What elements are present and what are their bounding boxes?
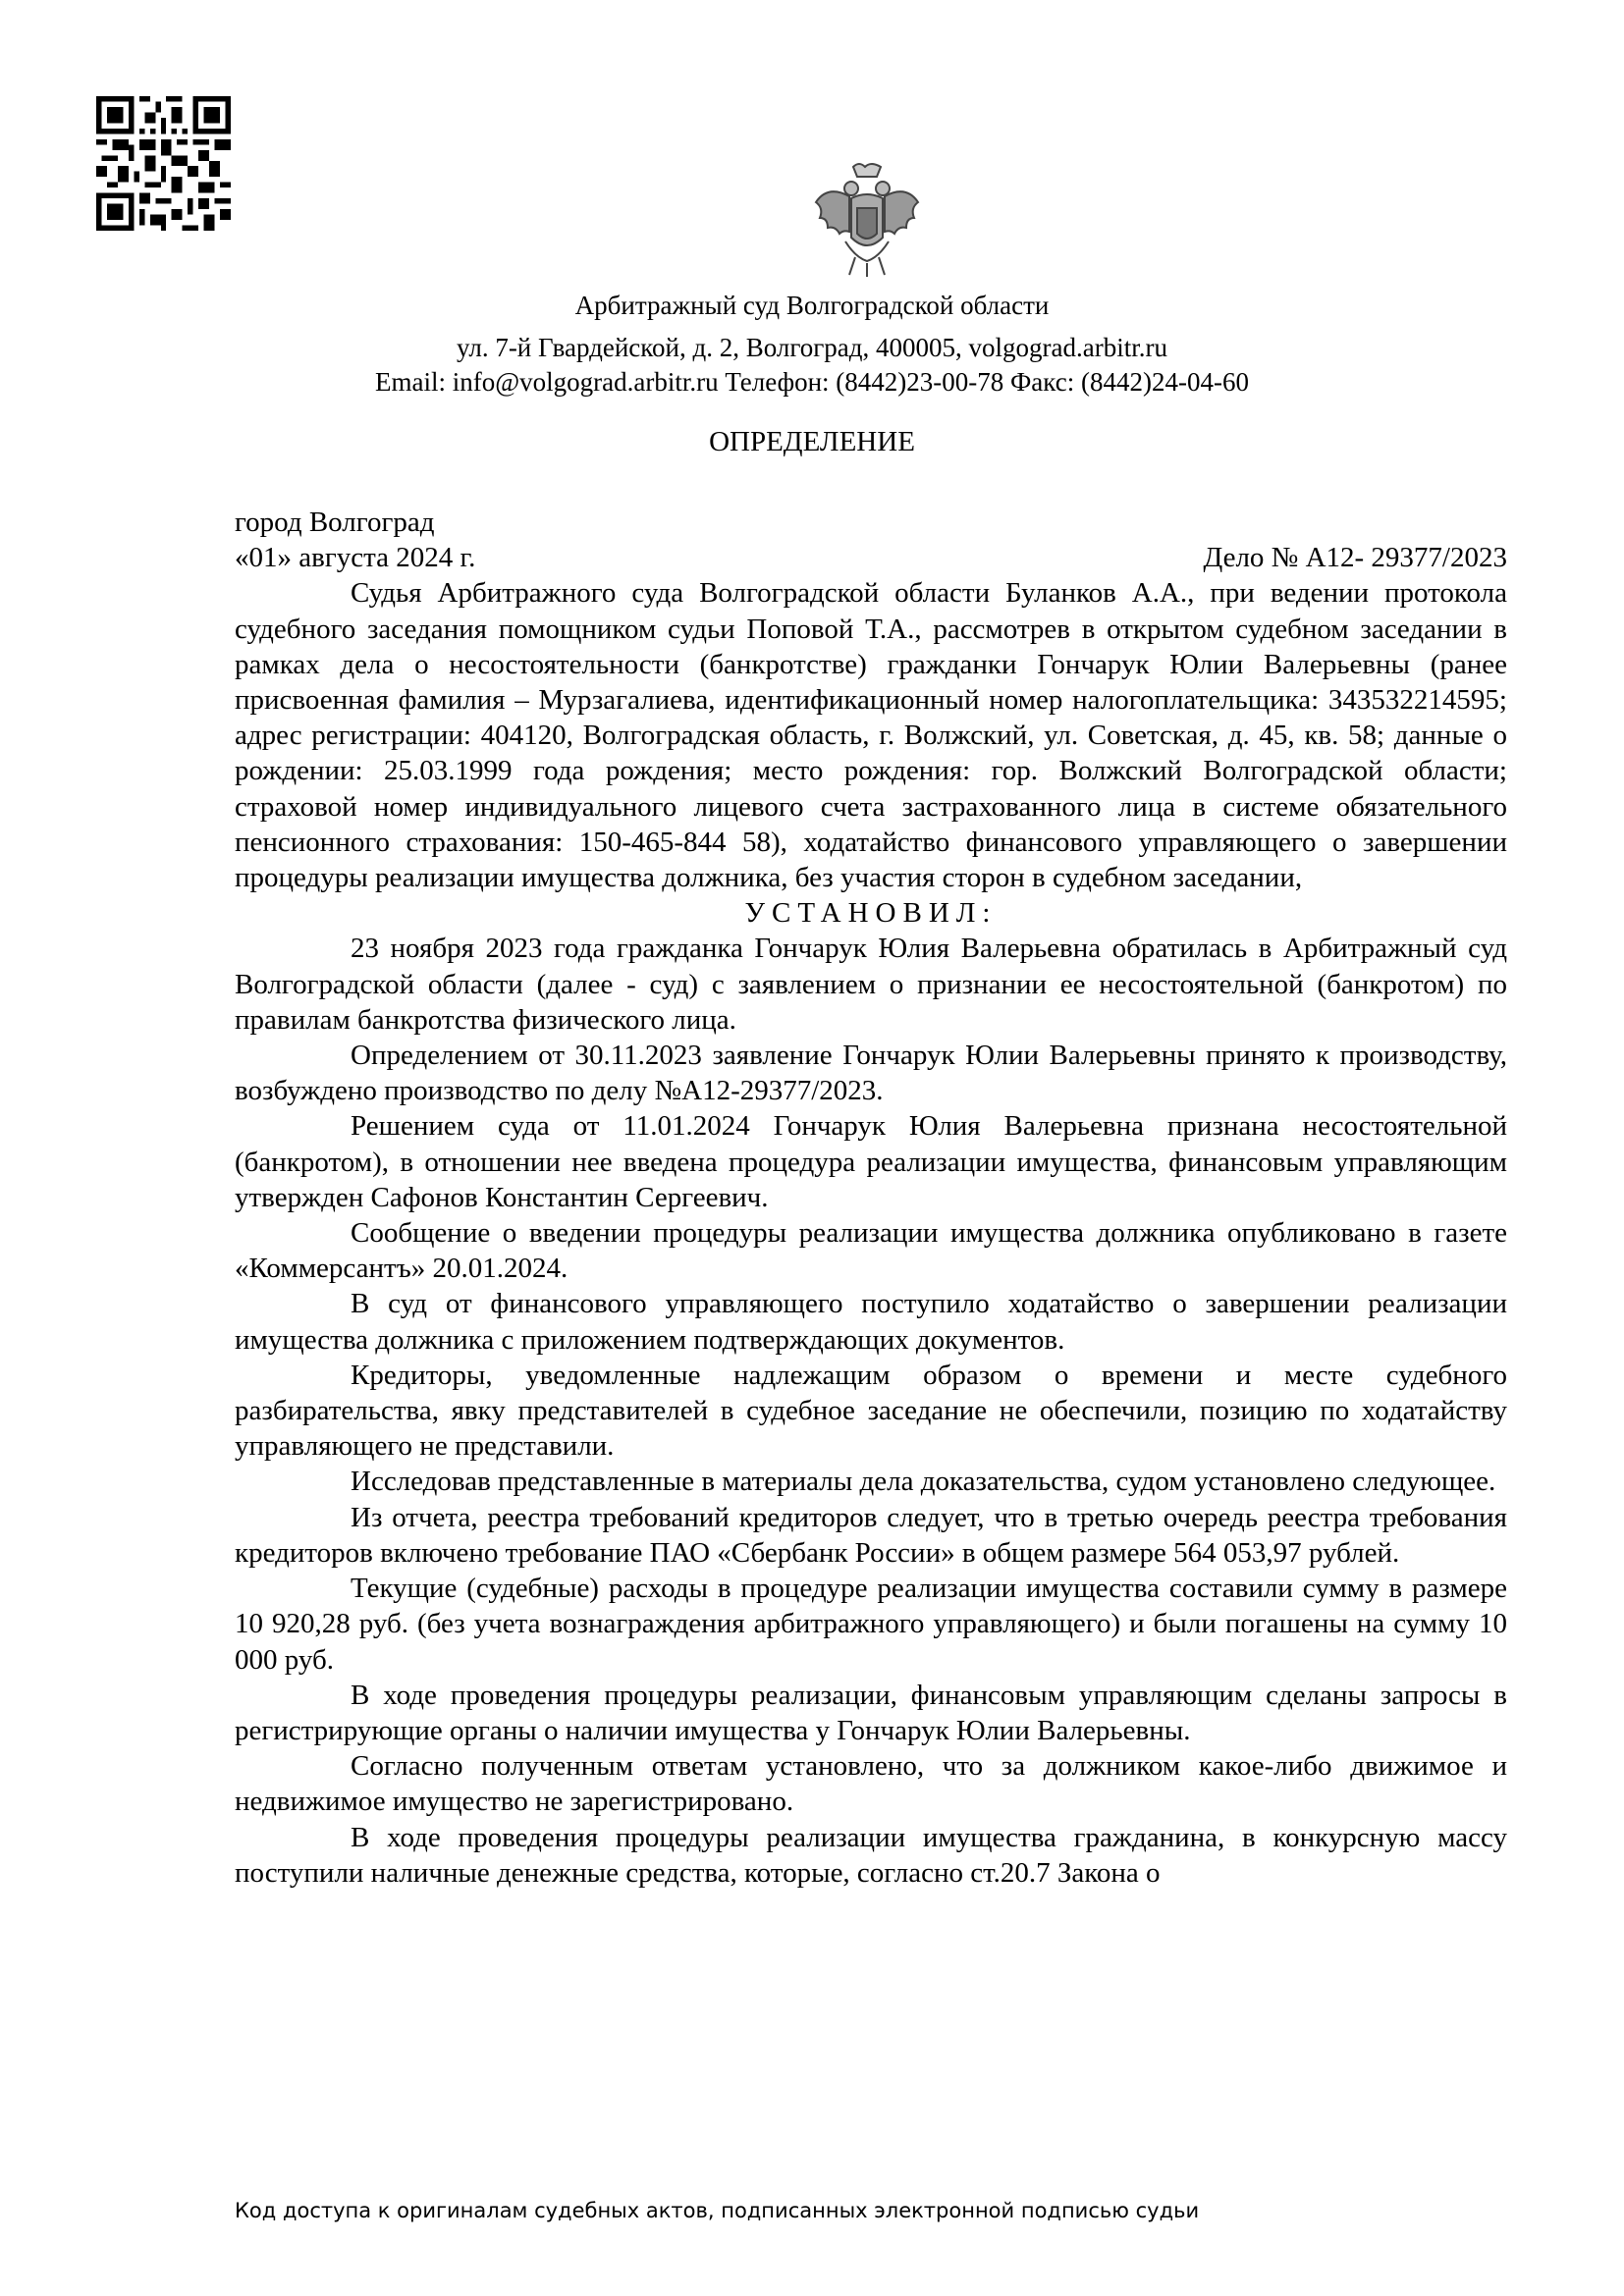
paragraph: Определением от 30.11.2023 заявление Гончарук Юлии Валерьевны принято к производству, возбуждено производство по делу №А12-29377/2023. xyxy=(235,1040,1507,1107)
footer-note: Код доступа к оригиналам судебных актов, подписанных электронной подписью судьи xyxy=(235,2199,1200,2222)
paragraph: В ходе проведения процедуры реализации имущества гражданина, в конкурсную массу поступили наличные денежные средства, которые, согласно ст.20.7 Закона о xyxy=(235,1821,1507,1889)
document-title: ОПРЕДЕЛЕНИЕ xyxy=(709,426,915,457)
paragraph: Текущие (судебные) расходы в процедуре реализации имущества составили сумму в размере 10 920,28 руб. (без учета вознаграждения арбитражного управляющего) и были погашены на сумму 10 000 руб. xyxy=(235,1573,1507,1676)
paragraph: Решением суда от 11.01.2024 Гончарук Юлия Валерьевна признана несостоятельной (банкротом), в отношении нее введена процедура реализации имущества, финансовым управляющим утвержден Сафонов Константин Сергеевич. xyxy=(235,1110,1507,1213)
paragraph: Согласно полученным ответам установлено, что за должником какое-либо движимое и недвижимое имущество не зарегистрировано. xyxy=(235,1750,1507,1818)
city: город Волгоград xyxy=(235,507,435,538)
paragraph: Из отчета, реестра требований кредиторов следует, что в третью очередь реестра требования кредиторов включено требование ПАО «Сбербанк России» в общем размере 564 053,97 рублей. xyxy=(235,1501,1507,1569)
paragraph: Сообщение о введении процедуры реализации имущества должника опубликовано в газете «Коммерсантъ» 20.01.2024. xyxy=(235,1217,1507,1285)
document-date: «01» августа 2024 г. xyxy=(235,542,476,574)
paragraph: В суд от финансового управляющего поступило ходатайство о завершении реализации имущества должника с приложением подтверждающих документов. xyxy=(235,1288,1507,1356)
court-contacts: Email: info@volgograd.arbitr.ru Телефон: (8442)23-00-78 Факс: (8442)24-04-60 xyxy=(375,367,1249,397)
intro-paragraph: Судья Арбитражного суда Волгоградской области Буланков А.А., при ведении протокола судебного заседания помощником судьи Поповой Т.А., рассмотрев в открытом судебном заседании в рамках дела о несостоятельности (банкротстве) гражданки Гончарук Юлии Валерьевны (ранее присвоенная фамилия – Мурзагалиева, идентификационный номер налогоплательщика: 343532214595; адрес регистрации: 404120, Волгоградская область, г. Волжский, ул. Советская, д. 45, кв. 58; данные о рождении: 25.03.1999 года рождения; место рождения: гор. Волжский Волгоградской области; страховой номер индивидуального лицевого счета застрахованного лица в системе обязательного пенсионного страхования: 150-465-844 58), ходатайство финансового управляющего о завершении процедуры реализации имущества должника, без участия сторон в судебном заседании, xyxy=(235,577,1507,894)
coat-of-arms-icon xyxy=(810,159,924,281)
court-address: ул. 7-й Гвардейской, д. 2, Волгоград, 400005, volgograd.arbitr.ru xyxy=(457,333,1167,362)
document-body xyxy=(235,505,1507,1891)
date-case-row xyxy=(235,540,1507,575)
paragraph: 23 ноября 2023 года гражданка Гончарук Юлия Валерьевна обратилась в Арбитражный суд Волгоградской области (далее - суд) с заявлением о признании ее несостоятельной (банкротом) по правилам банкротства физического лица. xyxy=(235,933,1507,1036)
paragraph: Кредиторы, уведомленные надлежащим образом о времени и месте судебного разбирательства, явку представителей в судебное заседание не обеспечили, позицию по ходатайству управляющего не представили. xyxy=(235,1359,1507,1463)
paragraph: В ходе проведения процедуры реализации, финансовым управляющим сделаны запросы в регистрирующие органы о наличии имущества у Гончарук Юлии Валерьевны. xyxy=(235,1679,1507,1746)
established-heading: УСТАНОВИЛ: xyxy=(744,897,998,930)
court-name: Арбитражный суд Волгоградской области xyxy=(574,291,1050,320)
qr-code xyxy=(96,96,231,231)
case-number: Дело № А12- 29377/2023 xyxy=(1203,542,1507,574)
paragraph: Исследовав представленные в материалы дела доказательства, судом установлено следующее. xyxy=(351,1466,1496,1498)
